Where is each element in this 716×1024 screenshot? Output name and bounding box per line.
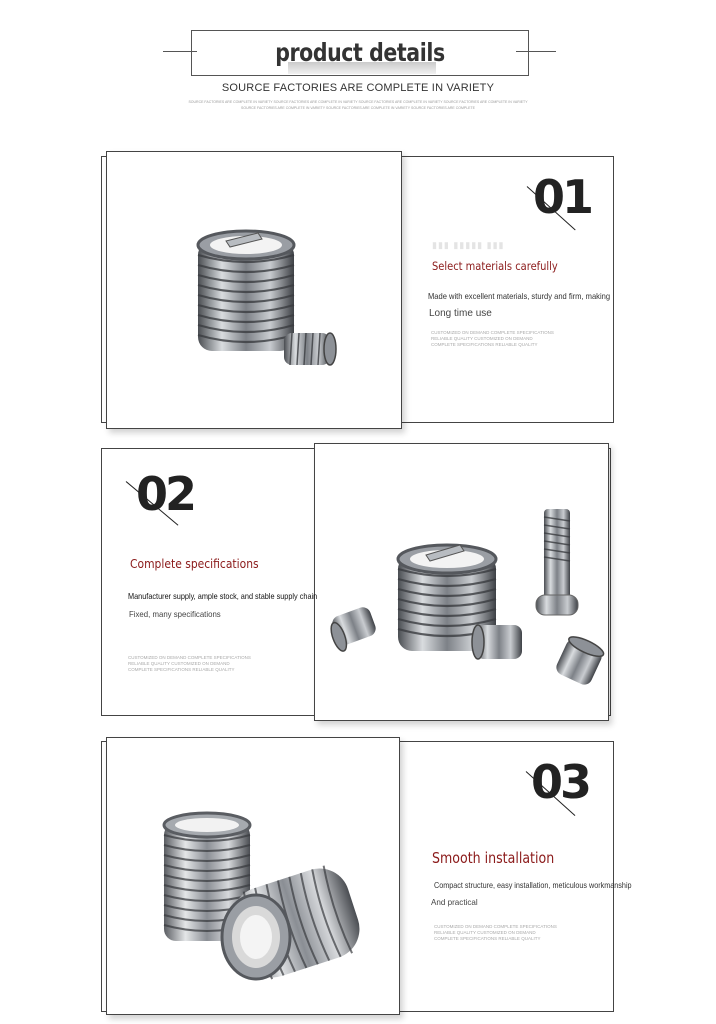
thread-insert-image-03 bbox=[106, 737, 400, 1015]
section-line2-02: Fixed, many specifications bbox=[129, 609, 221, 619]
page-title: product details bbox=[275, 38, 445, 67]
section-title-02: Complete specifications bbox=[130, 556, 259, 571]
large-coil-01 bbox=[198, 231, 294, 351]
section-title-01: Select materials carefully bbox=[432, 259, 558, 273]
ghost-text-01: ▮▮▮ ▮▮▮▮▮ ▮▮▮ bbox=[432, 240, 505, 250]
fine-3-02: COMPLETE SPECIFICATIONS RELIABLE QUALITY bbox=[128, 667, 235, 672]
section-line1-02: Manufacturer supply, ample stock, and stable supply chain bbox=[128, 591, 318, 601]
fine-3-01: COMPLETE SPECIFICATIONS RELIABLE QUALITY bbox=[431, 342, 538, 347]
section-number-02: 02 bbox=[136, 467, 195, 521]
small-coil-center-02 bbox=[472, 625, 522, 659]
fine-2-02: RELIABLE QUALITY CUSTOMIZED ON DEMAND bbox=[128, 661, 230, 666]
fine-1-01: CUSTOMIZED ON DEMAND COMPLETE SPECIFICATIONS bbox=[431, 330, 554, 335]
small-coil-left-02 bbox=[328, 605, 378, 653]
section-title-03: Smooth installation bbox=[432, 849, 555, 867]
header-fine-text-2: SOURCE FACTORIES ARE COMPLETE IN VARIETY SOURCE FACTORIES ARE COMPLETE IN VARIETY SOURCE FACTORIES ARE COMPLETE bbox=[241, 106, 475, 110]
header-fine-text-1: SOURCE FACTORIES ARE COMPLETE IN VARIETY SOURCE FACTORIES ARE COMPLETE IN VARIETY SOURCE FACTORIES ARE COMPLETE IN VARIETY SOURCE FACTORIES ARE COMPLETE IN VARIETY bbox=[188, 100, 528, 104]
small-coil-right-02 bbox=[554, 633, 606, 687]
section-line1-03: Compact structure, easy installation, meticulous workmanship bbox=[434, 880, 632, 890]
section-line1-01: Made with excellent materials, sturdy and firm, making bbox=[428, 291, 611, 301]
fine-2-01: RELIABLE QUALITY CUSTOMIZED ON DEMAND bbox=[431, 336, 533, 341]
thread-insert-image-01 bbox=[106, 151, 402, 429]
section-number-03: 03 bbox=[531, 755, 590, 809]
small-coil-01 bbox=[284, 333, 336, 365]
section-line2-03: And practical bbox=[431, 897, 478, 907]
fine-3-03: COMPLETE SPECIFICATIONS RELIABLE QUALITY bbox=[434, 936, 541, 941]
fine-1-02: CUSTOMIZED ON DEMAND COMPLETE SPECIFICATIONS bbox=[128, 655, 251, 660]
thread-insert-image-02 bbox=[314, 443, 609, 721]
page-subtitle: SOURCE FACTORIES ARE COMPLETE IN VARIETY bbox=[221, 82, 495, 94]
fine-2-03: RELIABLE QUALITY CUSTOMIZED ON DEMAND bbox=[434, 930, 536, 935]
bolt-02 bbox=[536, 509, 578, 615]
section-line2-01: Long time use bbox=[429, 308, 492, 319]
section-number-01: 01 bbox=[533, 170, 592, 224]
fine-1-03: CUSTOMIZED ON DEMAND COMPLETE SPECIFICATIONS bbox=[434, 924, 557, 929]
